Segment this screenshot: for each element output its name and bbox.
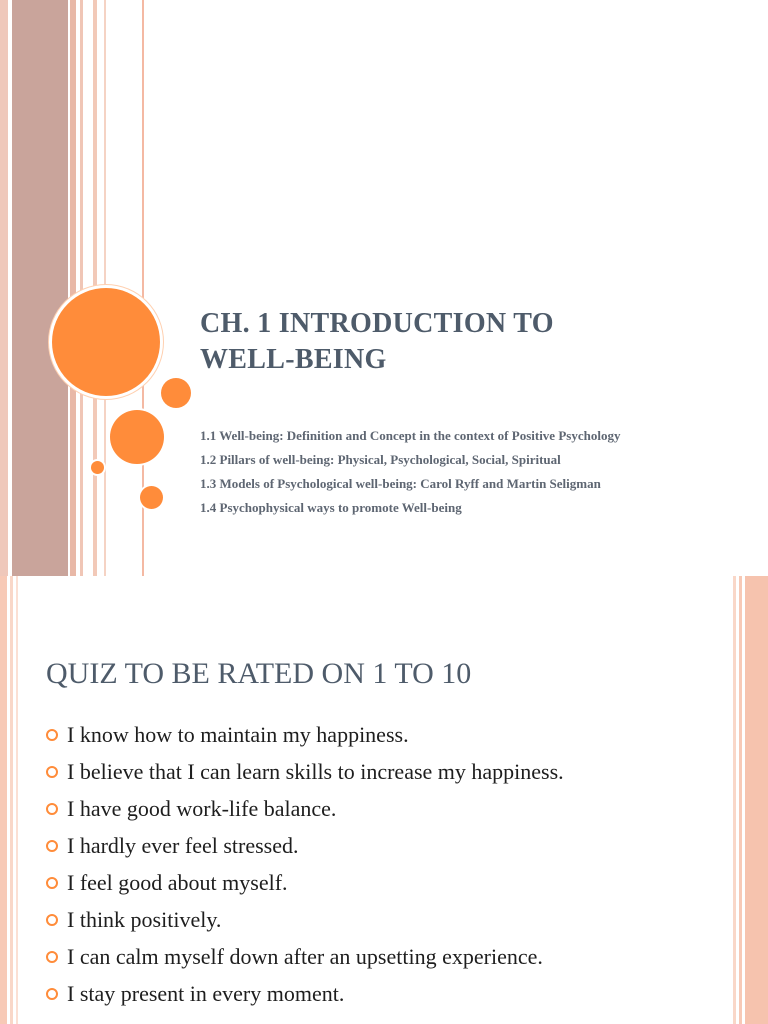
topic-item: 1.1 Well-being: Definition and Concept in the context of Positive Psychology [200,428,621,443]
topic-item: 1.3 Models of Psychological well-being: Carol Ryff and Martin Seligman [200,476,601,491]
decor-stripe [10,576,13,1024]
slide-2 [0,576,768,1024]
quiz-item [46,790,564,827]
decor-circle-small [140,486,163,509]
slide-2-title: QUIZ TO BE RATED ON 1 TO 10 [46,657,472,690]
quiz-item-text: I hardly ever feel stressed. [67,833,299,858]
decor-stripe [739,576,742,1024]
quiz-item [46,901,564,938]
quiz-item [46,827,564,864]
bullet-ring-icon [46,951,58,963]
quiz-item-text: I know how to maintain my happiness. [67,722,409,747]
decor-stripe [70,0,76,576]
quiz-item-text: I believe that I can learn skills to increase my happiness. [67,759,564,784]
quiz-item-text: I have good work-life balance. [67,796,337,821]
decor-stripe [745,576,768,1024]
quiz-item [46,975,564,1012]
quiz-item [46,938,564,975]
decor-stripe [733,576,736,1024]
topic-item: 1.2 Pillars of well-being: Physical, Psychological, Social, Spiritual [200,452,561,467]
bullet-ring-icon [46,914,58,926]
bullet-ring-icon [46,729,58,741]
decor-circle-tiny [91,461,104,474]
quiz-item-text: I think positively. [67,907,222,932]
topic-item: 1.4 Psychophysical ways to promote Well-being [200,500,462,515]
quiz-item [46,864,564,901]
decor-stripe [80,0,83,576]
decor-circle-medium [110,410,164,464]
decor-circle-small [161,378,191,408]
title-line: CH. 1 INTRODUCTION TO [200,308,554,339]
quiz-item-text: I feel good about myself. [67,870,288,895]
quiz-item-text: I stay present in every moment. [67,981,345,1006]
topic-list [200,424,760,520]
title-line: WELL-BEING [200,344,387,375]
decor-circle-large [52,288,160,396]
decor-stripe [0,0,8,576]
decor-stripe [12,0,68,576]
quiz-item [46,753,564,790]
bullet-ring-icon [46,988,58,1000]
bullet-ring-icon [46,877,58,889]
decor-stripe [0,576,7,1024]
bullet-ring-icon [46,766,58,778]
quiz-item-text: I can calm myself down after an upsetting experience. [67,944,543,969]
slide-1-title [200,306,720,378]
quiz-list [46,716,564,1012]
bullet-ring-icon [46,803,58,815]
bullet-ring-icon [46,840,58,852]
quiz-item [46,716,564,753]
decor-stripe [16,576,18,1024]
